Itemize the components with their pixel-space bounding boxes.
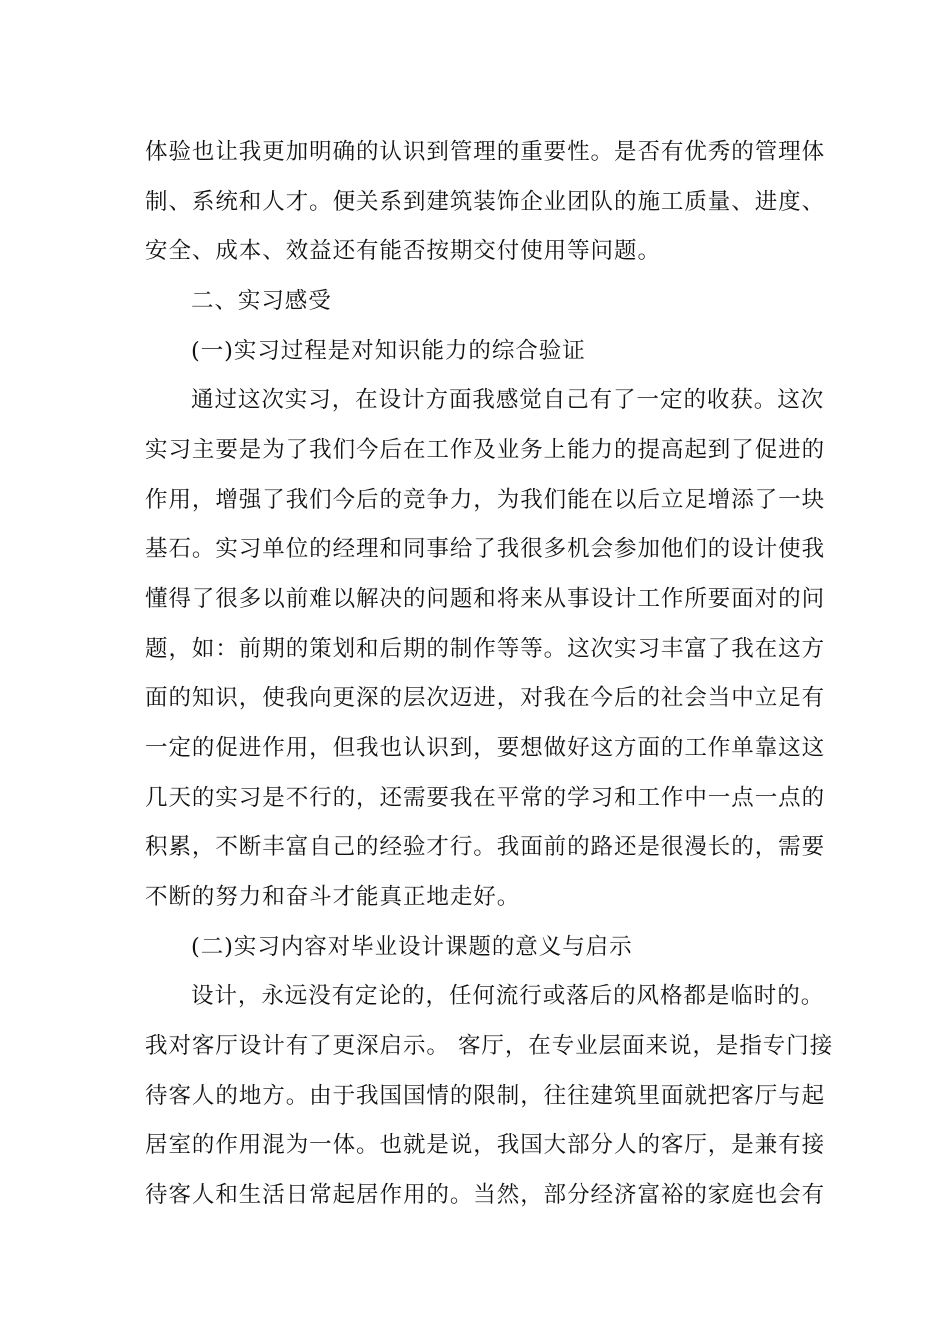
paragraph-line: 几天的实习是不行的，还需要我在平常的学习和工作中一点一点的 [145, 785, 826, 811]
paragraph-line: 作用，增强了我们今后的竞争力，为我们能在以后立足增添了一块 [145, 487, 826, 513]
paragraph-line: 题，如：前期的策划和后期的制作等等。这次实习丰富了我在这方 [145, 636, 826, 662]
section-heading: 二、实习感受 [191, 288, 332, 314]
paragraph-line: 居室的作用混为一体。也就是说，我国大部分人的客厅，是兼有接 [145, 1132, 826, 1158]
paragraph-line: 通过这次实习，在设计方面我感觉自己有了一定的收获。这次 [191, 387, 825, 413]
paragraph-line: 一定的促进作用，但我也认识到，要想做好这方面的工作单靠这这 [145, 735, 826, 761]
subsection-heading: (二)实习内容对毕业设计课题的意义与启示 [191, 934, 633, 960]
paragraph-line: 我对客厅设计有了更深启示。 客厅，在专业层面来说，是指专门接 [145, 1033, 834, 1059]
paragraph-line: 制、系统和人才。便关系到建筑装饰企业团队的施工质量、进度、 [145, 189, 826, 215]
paragraph-line: 体验也让我更加明确的认识到管理的重要性。是否有优秀的管理体 [145, 139, 826, 165]
paragraph-line: 懂得了很多以前难以解决的问题和将来从事设计工作所要面对的问 [145, 586, 826, 612]
paragraph-line: 基石。实习单位的经理和同事给了我很多机会参加他们的设计使我 [145, 536, 826, 562]
subsection-heading: (一)实习过程是对知识能力的综合验证 [191, 338, 586, 364]
paragraph-line: 面的知识，使我向更深的层次迈进，对我在今后的社会当中立足有 [145, 685, 826, 711]
paragraph-line: 待客人的地方。由于我国国情的限制，往往建筑里面就把客厅与起 [145, 1083, 826, 1109]
paragraph-line: 不断的努力和奋斗才能真正地走好。 [145, 884, 521, 910]
paragraph-line: 设计，永远没有定论的，任何流行或落后的风格都是临时的。 [191, 983, 825, 1009]
paragraph-line: 待客人和生活日常起居作用的。当然，部分经济富裕的家庭也会有 [145, 1182, 826, 1208]
paragraph-line: 实习主要是为了我们今后在工作及业务上能力的提高起到了促进的 [145, 437, 826, 463]
paragraph-line: 安全、成本、效益还有能否按期交付使用等问题。 [145, 238, 661, 264]
paragraph-line: 积累，不断丰富自己的经验才行。我面前的路还是很漫长的，需要 [145, 834, 826, 860]
